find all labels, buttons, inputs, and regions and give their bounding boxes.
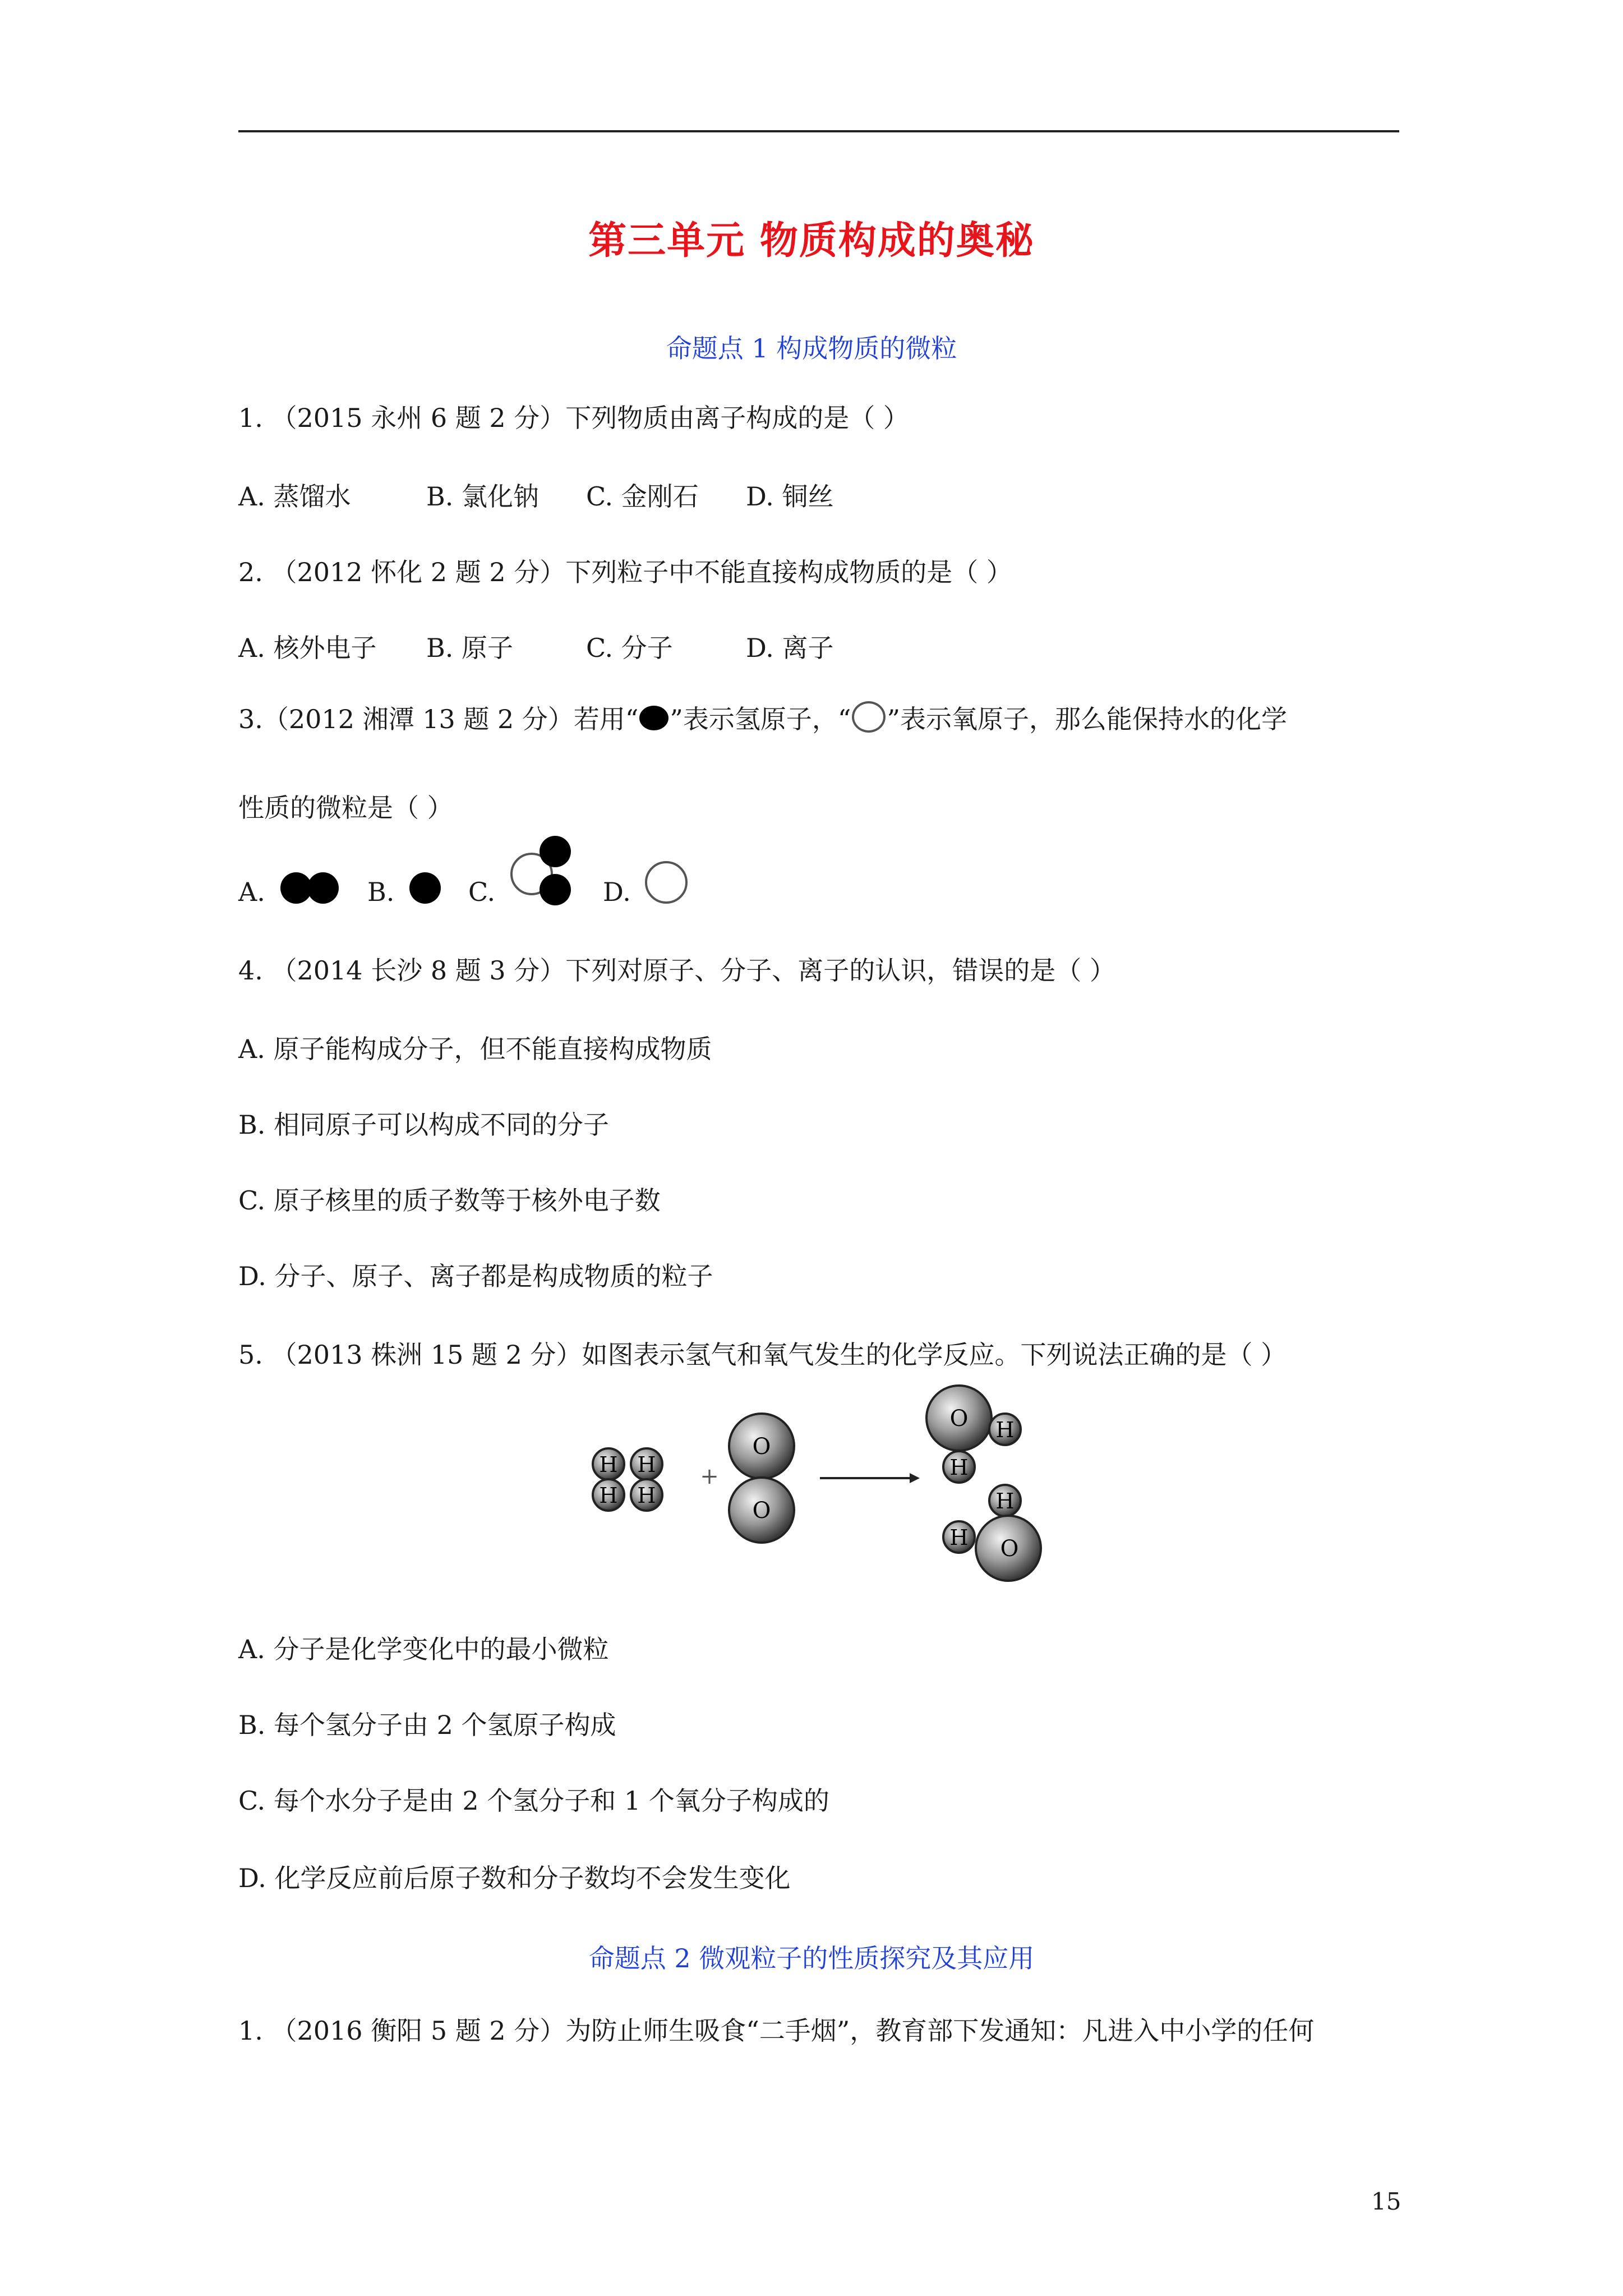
h-label: H [637, 1483, 656, 1508]
h-label: H [995, 1418, 1015, 1442]
o-label: O [949, 1406, 969, 1432]
reaction-diagram [583, 1380, 1054, 1588]
q5-option-d: D. 化学反应前后原子数和分子数均不会发生变化 [238, 1863, 791, 1893]
q3-b-hydrogen [409, 872, 441, 904]
h-label: H [637, 1452, 656, 1477]
h-label: H [599, 1483, 618, 1508]
q3-c-hydrogen-1 [540, 836, 571, 867]
plus-sign: + [700, 1464, 719, 1489]
page-title: 第三单元 物质构成的奥秘 [588, 219, 1035, 263]
section-heading-2: 命题点 2 微观粒子的性质探究及其应用 [588, 1943, 1035, 1973]
question-1-stem: 1. （2015 永州 6 题 2 分）下列物质由离子构成的是（ ） [238, 403, 909, 433]
q5-option-b: B. 每个氢分子由 2 个氢原子构成 [238, 1710, 616, 1740]
water-molecule-1 [926, 1386, 1021, 1483]
q3-a-hydrogen-2 [307, 872, 339, 904]
q3-stem-part-3: ”表示氧原子，那么能保持水的化学 [887, 704, 1287, 734]
q2-option-b: B. 原子 [426, 633, 514, 663]
q2-option-a: A. 核外电子 [238, 633, 377, 663]
question-3-stem [238, 701, 1287, 736]
question-2-stem: 2. （2012 怀化 2 题 2 分）下列粒子中不能直接构成物质的是（ ） [238, 557, 1012, 587]
q1-option-a: A. 蒸馏水 [238, 481, 351, 512]
h-label: H [949, 1525, 969, 1550]
q3-option-d: D. [603, 877, 631, 907]
q1-option-c: C. 金刚石 [586, 481, 699, 512]
q3-option-a: A. [238, 877, 265, 907]
q2-option-c: C. 分子 [586, 633, 673, 663]
hydrogen-molecule-1 [593, 1448, 624, 1511]
question-5-stem: 5. （2013 株洲 15 题 2 分）如图表示氢气和氧气发生的化学反应。下列说法正确的是（ ） [238, 1340, 1287, 1370]
header-rule [238, 130, 1399, 132]
section-2-question-1-stem: 1. （2016 衡阳 5 题 2 分）为防止师生吸食“二手烟”，教育部下发通知：凡进入中小学的任何 [238, 2016, 1315, 2046]
q5-option-a: A. 分子是化学变化中的最小微粒 [238, 1634, 609, 1664]
q3-stem-part-1: 3.（2012 湘潭 13 题 2 分）若用“ [238, 704, 639, 734]
hydrogen-molecule-2 [631, 1448, 662, 1511]
q3-c-hydrogen-2 [540, 874, 571, 905]
q1-option-b: B. 氯化钠 [426, 481, 540, 512]
question-4-stem: 4. （2014 长沙 8 题 3 分）下列对原子、分子、离子的认识，错误的是（ ） [238, 955, 1115, 986]
page-number: 15 [1371, 2188, 1401, 2215]
reaction-arrow [820, 1473, 920, 1483]
o-label: O [752, 1498, 771, 1524]
oxygen-molecule [729, 1414, 794, 1543]
hydrogen-atom-symbol [639, 706, 668, 730]
question-3-stem-continued: 性质的微粒是（ ） [238, 793, 453, 823]
q3-option-b: B. [367, 877, 395, 907]
oxygen-atom-symbol [852, 701, 886, 733]
q1-option-d: D. 铜丝 [746, 481, 834, 512]
o-label: O [1000, 1536, 1019, 1562]
h-label: H [599, 1452, 618, 1477]
q4-option-b: B. 相同原子可以构成不同的分子 [238, 1110, 610, 1140]
q4-option-c: C. 原子核里的质子数等于核外电子数 [238, 1185, 661, 1216]
water-molecule-2 [943, 1485, 1041, 1581]
q5-option-c: C. 每个水分子是由 2 个氢分子和 1 个氧分子构成的 [238, 1786, 829, 1816]
q4-option-a: A. 原子能构成分子，但不能直接构成物质 [238, 1034, 712, 1064]
q2-option-d: D. 离子 [746, 633, 834, 663]
q4-option-d: D. 分子、原子、离子都是构成物质的粒子 [238, 1261, 713, 1291]
o-label: O [752, 1434, 771, 1460]
h-label: H [995, 1489, 1015, 1513]
q3-d-oxygen [645, 861, 688, 904]
section-heading-1: 命题点 1 构成物质的微粒 [666, 333, 957, 364]
h-label: H [949, 1455, 969, 1480]
q3-option-c: C. [468, 877, 496, 907]
q3-stem-part-2: ”表示氢原子，“ [670, 704, 851, 734]
